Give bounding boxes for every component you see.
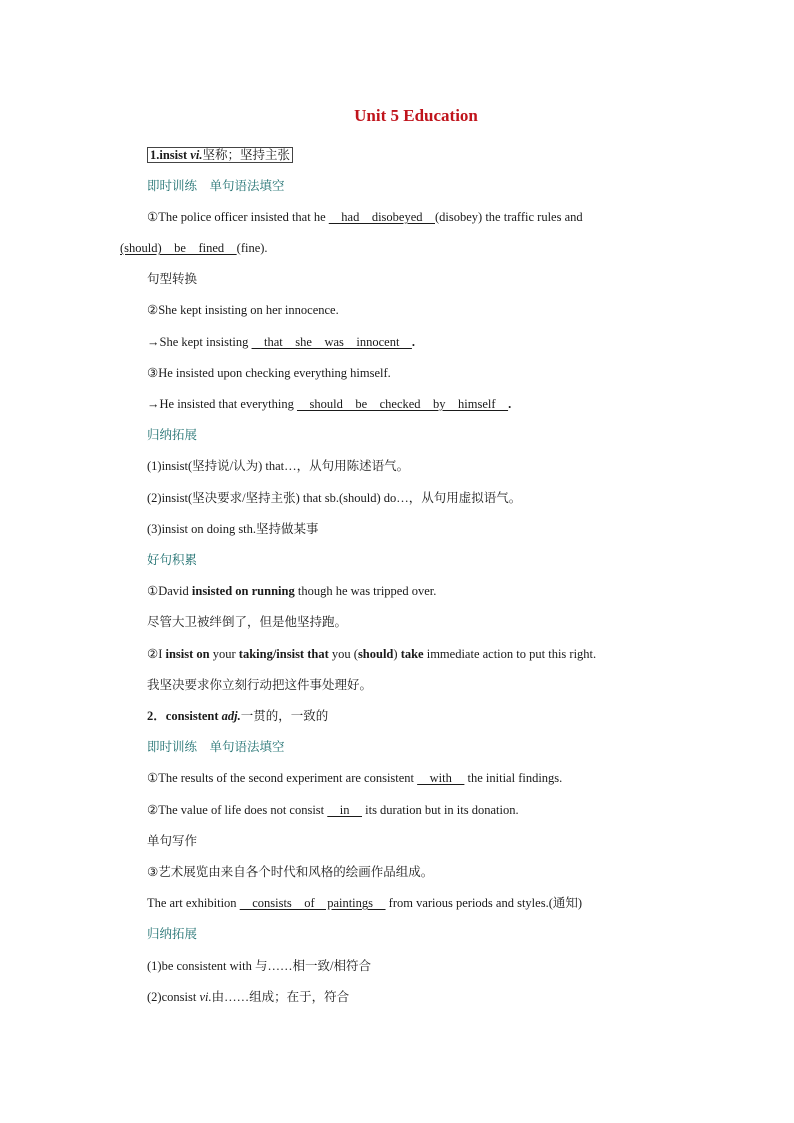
question-text: the initial findings. (464, 771, 563, 785)
heading-word: consistent (165, 709, 219, 723)
example-text: though he was tripped over. (294, 584, 437, 598)
heading-cn: 一贯的，一致的 (240, 708, 329, 723)
question-text: →She kept insisting (147, 335, 252, 349)
exercise-label: 即时训练 单句语法填空 (147, 178, 285, 193)
summary-text: (2)consist (147, 990, 200, 1004)
section1-heading (147, 146, 293, 164)
question-text: . (508, 397, 512, 411)
example-text: immediate action to put this right. (423, 647, 597, 661)
answer-blank: should be checked by himself (296, 397, 509, 411)
summary-item (147, 988, 349, 1006)
answer-blank: with (417, 771, 465, 785)
page-title: Unit 5 Education (354, 106, 478, 125)
exercise-label: 即时训练 单句语法填空 (147, 739, 285, 754)
question-text: its duration but in its donation. (362, 803, 519, 817)
question-text: ①The police officer insisted that he (147, 210, 329, 224)
subheading-write: 单句写作 (147, 833, 198, 848)
heading-pos: vi. (190, 148, 203, 162)
question-1 (147, 208, 583, 226)
summary-label: 归纳拓展 (147, 926, 198, 941)
example-keyword: taking/insist that (238, 647, 329, 661)
heading-cn: 坚称；坚持主张 (202, 147, 290, 162)
summary-item: (3)insist on doing sth.坚持做某事 (147, 522, 319, 536)
question-text: ①The results of the second experiment are consistent (147, 771, 418, 785)
answer-blank: (should) be fined (120, 241, 237, 255)
summary-label: 归纳拓展 (147, 427, 198, 442)
example-1 (147, 582, 436, 600)
question-3 (147, 894, 582, 912)
example-2 (147, 645, 596, 663)
section2-heading (147, 707, 328, 725)
summary-item: (1)be consistent with 与……相一致/相符合 (147, 959, 371, 973)
summary-item: (1)insist(坚持说/认为) that…，从句用陈述语气。 (147, 459, 410, 473)
question-3-rewrite (147, 395, 511, 413)
answer-blank: consists of paintings (239, 896, 386, 910)
example-text: you ( (328, 647, 358, 661)
summary-item: (2)insist(坚决要求/坚持主张) that sb.(should) do…，从句用虚拟语气。 (147, 491, 522, 505)
answer-blank: in (327, 803, 362, 817)
example-keyword: insisted on running (191, 584, 295, 598)
question-2 (147, 801, 519, 819)
question-3: ③He insisted upon checking everything himself. (147, 366, 391, 380)
example-2-translation: 我坚决要求你立刻行动把这件事处理好。 (147, 677, 373, 692)
example-text: ) (393, 647, 401, 661)
heading-word: 1.insist (150, 148, 188, 162)
question-1-cont (120, 239, 268, 257)
example-text: ②I (147, 647, 166, 661)
example-keyword: insist on (165, 647, 210, 661)
example-keyword: should (357, 647, 394, 661)
question-3-prompt: ③艺术展览由来自各个时代和风格的绘画作品组成。 (147, 864, 434, 879)
heading-pos: adj. (221, 709, 241, 723)
heading-number: 2． (147, 709, 166, 723)
example-text: ①David (147, 584, 192, 598)
question-text: The art exhibition (147, 896, 240, 910)
example-keyword: take (400, 647, 424, 661)
question-2-rewrite (147, 333, 415, 351)
question-text: from various periods and styles.(通知) (385, 896, 583, 910)
question-2: ②She kept insisting on her innocence. (147, 303, 339, 317)
question-1 (147, 769, 562, 787)
question-text: ②The value of life does not consist (147, 803, 328, 817)
question-text: . (411, 335, 416, 349)
example-text: your (209, 647, 239, 661)
example-1-translation: 尽管大卫被绊倒了，但是他坚持跑。 (147, 614, 348, 629)
summary-text: 由……组成；在于，符合 (211, 990, 350, 1004)
answer-blank: had disobeyed (328, 210, 435, 224)
question-text: (disobey) the traffic rules and (435, 210, 583, 224)
summary-pos: vi. (199, 990, 212, 1004)
question-text: →He insisted that everything (147, 397, 297, 411)
answer-blank: that she was innocent (251, 335, 412, 349)
subheading-convert: 句型转换 (147, 271, 198, 286)
good-sentences-label: 好句积累 (147, 552, 198, 567)
question-text: (fine). (236, 241, 268, 255)
